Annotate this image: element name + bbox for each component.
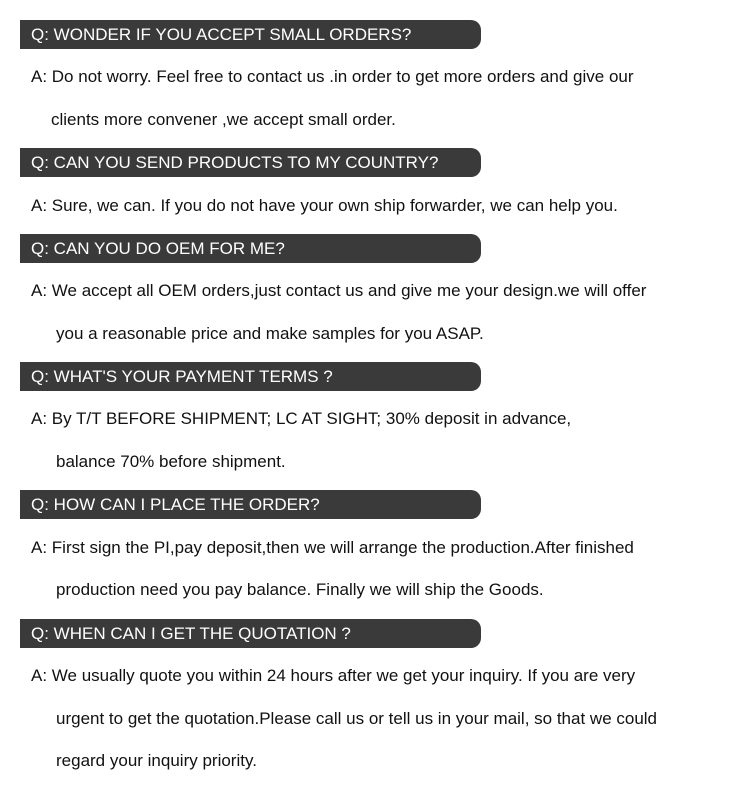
faq-question: Q: WHAT'S YOUR PAYMENT TERMS ? xyxy=(20,362,481,391)
faq-answer-line: production need you pay balance. Finally we will ship the Goods. xyxy=(56,580,544,599)
faq-answer-line: clients more convener ,we accept small order. xyxy=(51,110,396,129)
faq-answer-line: A: First sign the PI,pay deposit,then we will arrange the production.After finished xyxy=(31,538,634,557)
faq-answer-line: balance 70% before shipment. xyxy=(56,452,286,471)
faq-answer-line: urgent to get the quotation.Please call us or tell us in your mail, so that we could xyxy=(56,709,658,728)
faq-answer-line: A: Do not worry. Feel free to contact us .in order to get more orders and give our xyxy=(31,67,634,86)
faq-question: Q: WHEN CAN I GET THE QUOTATION ? xyxy=(20,619,481,648)
faq-question: Q: HOW CAN I PLACE THE ORDER? xyxy=(20,490,481,519)
faq-answer-line: A: We accept all OEM orders,just contact us and give me your design.we will offer xyxy=(31,281,647,300)
faq-answer-line: A: We usually quote you within 24 hours after we get your inquiry. If you are very xyxy=(31,666,636,685)
faq-answer-line: regard your inquiry priority. xyxy=(56,751,257,770)
faq-answer-line: you a reasonable price and make samples for you ASAP. xyxy=(56,324,484,343)
faq-question: Q: WONDER IF YOU ACCEPT SMALL ORDERS? xyxy=(20,20,481,49)
faq-question: Q: CAN YOU SEND PRODUCTS TO MY COUNTRY? xyxy=(20,148,481,177)
faq-answer-line: A: By T/T BEFORE SHIPMENT; LC AT SIGHT; 30% deposit in advance, xyxy=(31,409,572,428)
faq-answer-line: A: Sure, we can. If you do not have your own ship forwarder, we can help you. xyxy=(31,196,618,215)
faq-question: Q: CAN YOU DO OEM FOR ME? xyxy=(20,234,481,263)
